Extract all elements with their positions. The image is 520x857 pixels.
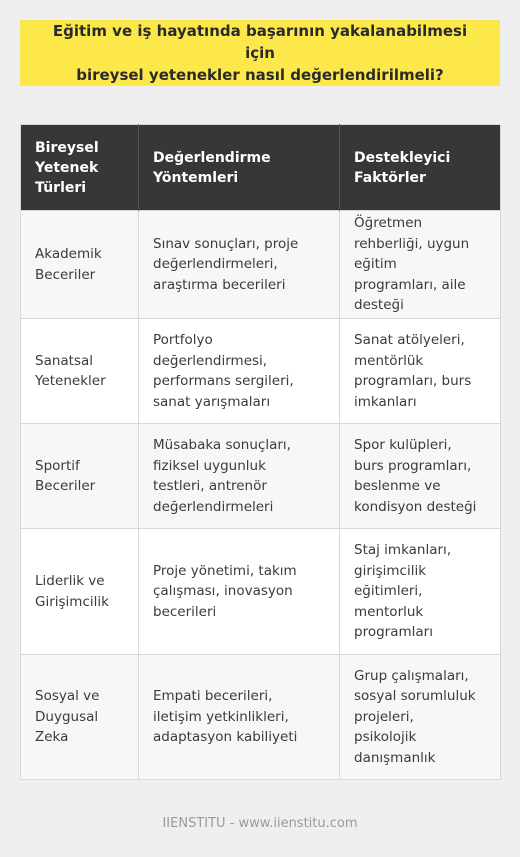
header-supporting-factors: Destekleyici Faktörler [340,125,501,211]
cell-supporting-factor: Sanat atölyeleri, mentörlük programları, burs imkanları [340,319,501,424]
cell-supporting-factor: Spor kulüpleri, burs programları, beslenme ve kondisyon desteği [340,424,501,529]
table-row [21,211,501,319]
title-line-2: bireysel yetenekler nasıl değerlendirilmeli? [76,66,444,84]
title-banner [20,20,500,86]
title-line-1: Eğitim ve iş hayatında başarının yakalanabilmesi için [52,22,468,62]
cell-evaluation-method: Sınav sonuçları, proje değerlendirmeleri, araştırma becerileri [139,211,340,319]
header-skill-types: Bireysel Yetenek Türleri [21,125,139,211]
cell-skill-type: Liderlik ve Girişimcilik [21,529,139,655]
cell-skill-type: Akademik Beceriler [21,211,139,319]
cell-evaluation-method: Müsabaka sonuçları, fiziksel uygunluk testleri, antrenör değerlendirmeleri [139,424,340,529]
cell-skill-type: Sosyal ve Duygusal Zeka [21,655,139,780]
header-row [21,125,501,211]
page-title [44,20,476,86]
table-row [21,529,501,655]
footer-credit: IIENSTITU - www.iienstitu.com [162,816,358,831]
cell-evaluation-method: Empati becerileri, iletişim yetkinlikleri, adaptasyon kabiliyeti [139,655,340,780]
cell-skill-type: Sportif Beceriler [21,424,139,529]
cell-evaluation-method: Proje yönetimi, takım çalışması, inovasyon becerileri [139,529,340,655]
cell-supporting-factor: Grup çalışmaları, sosyal sorumluluk projeleri, psikolojik danışmanlık [340,655,501,780]
header-evaluation-methods: Değerlendirme Yöntemleri [139,125,340,211]
table-row [21,655,501,780]
cell-supporting-factor: Staj imkanları, girişimcilik eğitimleri, mentorluk programları [340,529,501,655]
table-row [21,424,501,529]
table-row [21,319,501,424]
skills-table [20,124,501,780]
cell-skill-type: Sanatsal Yetenekler [21,319,139,424]
cell-supporting-factor: Öğretmen rehberliği, uygun eğitim programları, aile desteği [340,211,501,319]
cell-evaluation-method: Portfolyo değerlendirmesi, performans sergileri, sanat yarışmaları [139,319,340,424]
